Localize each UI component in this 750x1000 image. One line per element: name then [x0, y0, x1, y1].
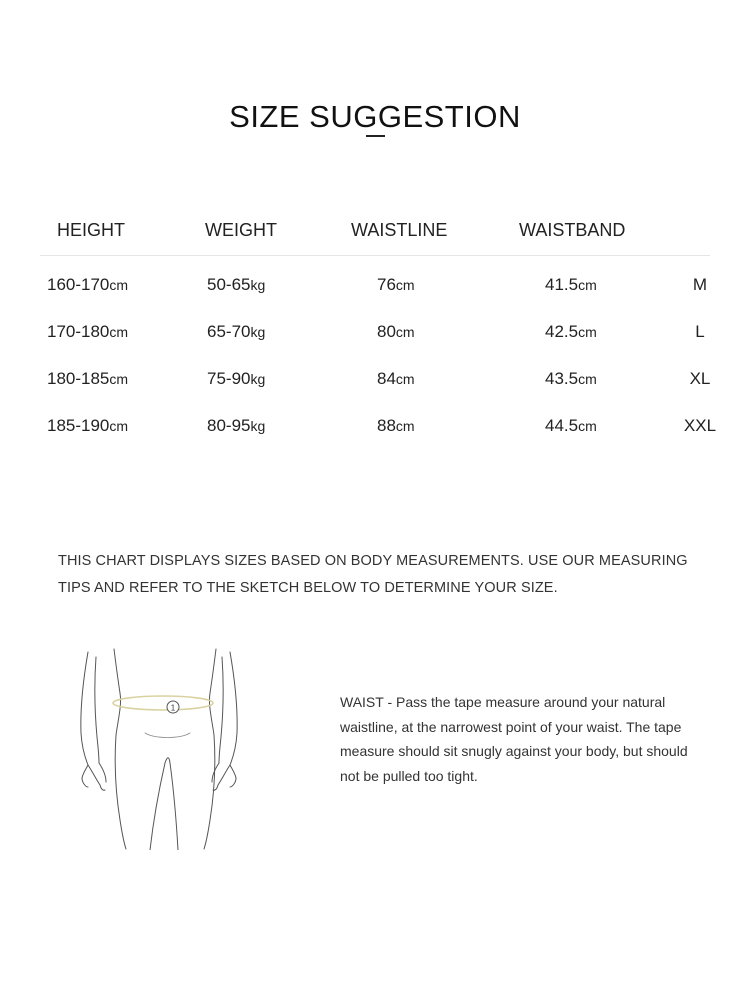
size-note: THIS CHART DISPLAYS SIZES BASED ON BODY MEASUREMENTS. USE OUR MEASURING TIPS AND REFER TO THE SKETCH BELOW TO DETERMINE YOUR SIZE. [58, 553, 688, 596]
cell-height: 180-185cm [47, 369, 129, 388]
cell-waistband: 44.5cm [545, 416, 597, 435]
header-height: HEIGHT [57, 220, 126, 240]
cell-size: L [695, 322, 705, 341]
table-row [0, 322, 750, 352]
cell-weight: 50-65kg [207, 275, 266, 294]
cell-waistband: 41.5cm [545, 275, 597, 294]
cell-waistband: 43.5cm [545, 369, 597, 388]
header-weight: WEIGHT [205, 220, 277, 240]
table-row [0, 416, 750, 446]
table-row [0, 275, 750, 305]
cell-waistline: 80cm [377, 322, 415, 341]
cell-height: 185-190cm [47, 416, 129, 435]
cell-size: M [692, 275, 708, 294]
table-row [0, 369, 750, 399]
cell-waistband: 42.5cm [545, 322, 597, 341]
cell-waistline: 88cm [377, 416, 415, 435]
cell-weight: 65-70kg [207, 322, 266, 341]
header-waistline: WAISTLINE [351, 220, 448, 240]
waist-description: WAIST - Pass the tape measure around your natural waistline, at the narrowest point of your waist. The tape measure should sit snugly against your body, but should not be pulled too tight. [340, 694, 688, 784]
header-divider [40, 255, 710, 256]
cell-size: XL [689, 369, 711, 388]
cell-weight: 75-90kg [207, 369, 266, 388]
cell-height: 170-180cm [47, 322, 129, 341]
header-waistband: WAISTBAND [519, 220, 626, 240]
cell-waistline: 84cm [377, 369, 415, 388]
measure-marker-label: 1 [170, 703, 176, 713]
cell-waistline: 76cm [377, 275, 415, 294]
page-title: SIZE SUGGESTION [229, 98, 521, 134]
body-sketch-icon [70, 645, 250, 850]
cell-height: 160-170cm [47, 275, 129, 294]
cell-size: XXL [683, 416, 717, 435]
cell-weight: 80-95kg [207, 416, 266, 435]
title-underline [366, 135, 385, 137]
